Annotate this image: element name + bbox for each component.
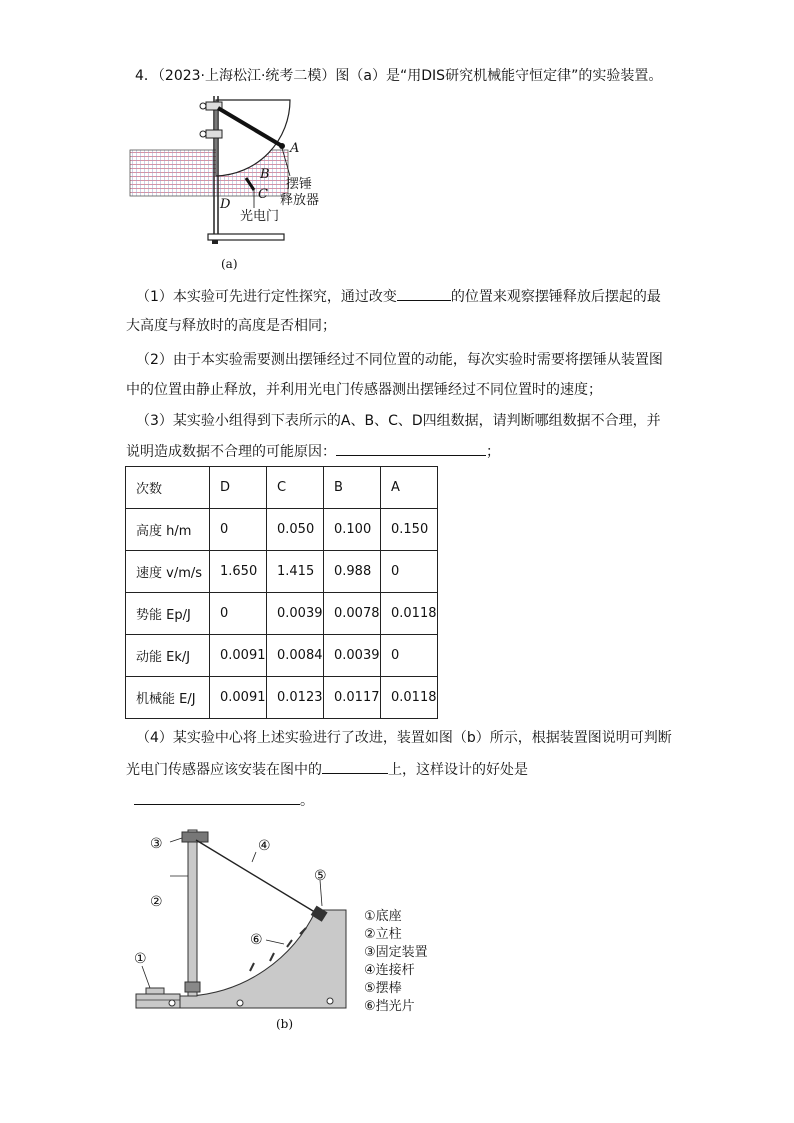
table-cell: 0.0078: [324, 593, 381, 635]
row-label: 机械能 E/J: [126, 677, 210, 719]
legend-item: ③固定装置: [364, 945, 428, 960]
table-cell: 0.988: [324, 551, 381, 593]
legend-item: ⑤摆棒: [364, 981, 402, 996]
table-cell: 1.415: [267, 551, 324, 593]
table-cell: 0.0118: [381, 593, 438, 635]
table-cell: 0.150: [381, 509, 438, 551]
row-label: 势能 Ep/J: [126, 593, 210, 635]
answer-blank-4[interactable]: [134, 790, 300, 805]
part3-line2: [126, 441, 500, 462]
table-header-row: [126, 467, 438, 509]
fixing-device: [182, 832, 208, 842]
table-cell: 0.0091: [210, 677, 267, 719]
label-d: D: [220, 197, 231, 212]
question-title: 4．（2023·上海松江·统考二模）图（a）是“用DIS研究机械能守恒定律”的实验装置。: [135, 68, 663, 84]
table-cell: 0.100: [324, 509, 381, 551]
table-cell: 0: [210, 593, 267, 635]
legend-item: ④连接杆: [364, 963, 415, 978]
part1-c: 大高度与释放时的高度是否相同；: [126, 318, 336, 334]
table-cell: 0.0091: [210, 635, 267, 677]
figure-b-caption: (b): [276, 1017, 294, 1031]
part3-end: ；: [486, 444, 500, 460]
marker-6: ⑥: [250, 932, 263, 948]
table-cell: 0.0123: [267, 677, 324, 719]
table-cell: 0: [210, 509, 267, 551]
marker-5: ⑤: [314, 868, 327, 884]
legend-item: ①底座: [364, 909, 402, 924]
table-header-cell: B: [324, 467, 381, 509]
pillar: [188, 830, 197, 996]
marker-1: ①: [134, 951, 147, 967]
part3-a: （3）某实验小组得到下表所示的A、B、C、D四组数据，请判断哪组数据不合理，并: [136, 413, 661, 429]
label-c: C: [258, 187, 268, 202]
table-row: [126, 677, 438, 719]
table-header-cell: A: [381, 467, 438, 509]
table-header-cell: C: [267, 467, 324, 509]
table-row: [126, 509, 438, 551]
table-cell: 0.0117: [324, 677, 381, 719]
table-row: [126, 551, 438, 593]
table-row: [126, 593, 438, 635]
part2-a: （2）由于本实验需要测出摆锤经过不同位置的动能，每次实验时需要将摆锤从装置图: [136, 352, 663, 368]
answer-blank-1[interactable]: [397, 286, 451, 301]
part4-line3: [134, 790, 314, 811]
table-header-cell: D: [210, 467, 267, 509]
table-cell: 0.0118: [381, 677, 438, 719]
row-label: 高度 h/m: [126, 509, 210, 551]
row-label: 动能 Ek/J: [126, 635, 210, 677]
data-table: [125, 466, 438, 719]
label-a: A: [290, 141, 300, 156]
table-cell: 0.0039: [267, 593, 324, 635]
figure-a: [128, 92, 368, 274]
ramp-body: [136, 910, 346, 1008]
figure-b: [130, 822, 450, 1034]
legend-item: ②立柱: [364, 927, 402, 942]
marker-3: ③: [150, 836, 163, 852]
table-cell: 1.650: [210, 551, 267, 593]
marker-2: ②: [150, 894, 163, 910]
part1-line1: [136, 286, 661, 307]
part3-b: 说明造成数据不合理的可能原因：: [126, 444, 336, 460]
release-label-2: 释放器: [280, 193, 320, 208]
figure-a-caption: (a): [221, 257, 238, 271]
answer-blank-2[interactable]: [336, 441, 486, 456]
part2-b: 中的位置由静止释放，并利用光电门传感器测出摆锤经过不同位置时的速度；: [126, 382, 602, 398]
part1-a: （1）本实验可先进行定性探究，通过改变: [136, 289, 397, 305]
stand-base: [208, 234, 284, 240]
table-row: [126, 635, 438, 677]
part4-end: 。: [300, 793, 314, 809]
table-cell: 0.0084: [267, 635, 324, 677]
release-label-1: 摆锤: [286, 177, 313, 192]
label-b: B: [260, 167, 270, 182]
table-cell: 0.050: [267, 509, 324, 551]
row-label: 速度 v/m/s: [126, 551, 210, 593]
table-cell: 0: [381, 635, 438, 677]
connecting-rod: [196, 840, 318, 914]
gate-label: 光电门: [240, 209, 280, 224]
part1-b: 的位置来观察摆锤释放后摆起的最: [450, 289, 661, 305]
answer-blank-3[interactable]: [322, 759, 388, 774]
part4-a: （4）某实验中心将上述实验进行了改进，装置如图（b）所示，根据装置图说明可判断: [136, 730, 672, 746]
table-header-cell: 次数: [126, 467, 210, 509]
table-cell: 0.0039: [324, 635, 381, 677]
marker-4: ④: [258, 838, 271, 854]
part4-b: 光电门传感器应该安装在图中的: [126, 762, 322, 778]
legend-item: ⑥挡光片: [364, 999, 415, 1014]
table-cell: 0: [381, 551, 438, 593]
part4-line2: [126, 759, 528, 780]
part4-c: 上，这样设计的好处是: [388, 762, 528, 778]
